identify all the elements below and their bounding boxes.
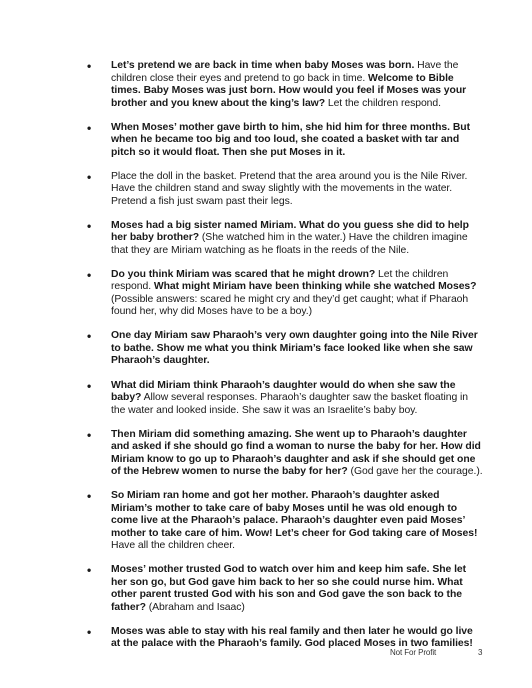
bullet-item bbox=[87, 427, 483, 479]
plain-text: (She watched him in the water.) Have the children imagine that they are Miriam watching as he floats in the reeds of the Nile. bbox=[111, 232, 468, 256]
bullet-item bbox=[87, 329, 483, 368]
bold-text: So Miriam ran home and got her mother. Pharaoh’s daughter asked Miriam’s mother to take care of baby Moses until he was old enough to come live at the Pharaoh’s palace. Pharaoh’s daughter even paid Moses’ mother to take care of him. Wow! Let’s cheer for God taking care of Moses! bbox=[111, 490, 478, 539]
bullet-icon: • bbox=[87, 218, 92, 233]
bold-text: What did Miriam think Pharaoh’s daughter would do when she saw the baby? bbox=[111, 379, 456, 404]
bullet-icon: • bbox=[87, 120, 92, 135]
plain-text: (God gave her the courage.). bbox=[347, 466, 483, 478]
bold-text: Do you think Miriam was scared that he might drown? bbox=[111, 268, 376, 280]
bullet-icon: • bbox=[87, 267, 92, 282]
plain-text: (Possible answers: scared he might cry and they’d get caught; what if Pharaoh found her, why did Moses have to be a boy.) bbox=[111, 293, 469, 318]
bullet-item bbox=[87, 218, 483, 258]
bold-text: Moses had a big sister named Miriam. What do you guess she did to help her baby brother? bbox=[111, 219, 469, 244]
bullet-item bbox=[87, 489, 483, 553]
bullet-icon: • bbox=[87, 427, 92, 442]
bold-text: Then Miriam did something amazing. She went up to Pharaoh’s daughter and asked if she should go find a woman to nurse the baby for her. How did Miriam know to go up to Pharaoh’s daughter and ask if she should get one of the Hebrew women to nurse the baby for her? bbox=[111, 428, 481, 478]
bullet-item bbox=[87, 59, 483, 110]
page-number: 3 bbox=[478, 648, 483, 657]
footer-note: Not For Profit bbox=[390, 648, 437, 657]
plain-text: Place the doll in the basket. Pretend that the area around you is the Nile River. Have the children stand and sway slightly with the movements in the water. Pretend a fish just swam past their legs. bbox=[111, 170, 468, 207]
bold-text: What might Miriam have been thinking while she watched Moses? bbox=[153, 281, 477, 293]
plain-text: Have the children close their eyes and pretend to go back in time. bbox=[111, 60, 459, 84]
bullet-item bbox=[87, 120, 483, 160]
bullet-item bbox=[87, 267, 483, 319]
bullet-icon: • bbox=[87, 169, 92, 184]
plain-text: Let the children respond. bbox=[111, 268, 449, 293]
bold-text: Welcome to Bible times. Baby Moses was just born. How would you feel if Moses was your brother and you knew about the king’s law? bbox=[111, 72, 467, 109]
bold-text: When Moses’ mother gave birth to him, she hid him for three months. But when he became too big and too loud, she coated a basket with tar and pitch so it would float. Then she put Moses in it. bbox=[111, 121, 470, 158]
bold-text: Moses’ mother trusted God to watch over him and keep him safe. She let her son go, but God gave him back to her so she could nurse him. What other parent trusted God with his son and God gave the son back to the father? bbox=[111, 564, 467, 613]
plain-text: Have all the children cheer. bbox=[111, 540, 235, 552]
bullet-item bbox=[87, 169, 483, 209]
bullet-icon: • bbox=[87, 489, 92, 504]
plain-text: Let the children respond. bbox=[325, 97, 441, 109]
bullet-icon: • bbox=[87, 563, 92, 578]
plain-text: (Abraham and Isaac) bbox=[145, 601, 245, 613]
bold-text: One day Miriam saw Pharaoh’s very own daughter going into the Nile River to bathe. Show me what you think Miriam’s face looked like when she saw Pharaoh’s daughter. bbox=[111, 330, 478, 367]
plain-text: Allow several responses. Pharaoh’s daughter saw the basket floating in the water and looked inside. She saw it was an Israelite’s baby boy. bbox=[111, 392, 469, 416]
bold-text: Moses was able to stay with his real family and then later he would go live at the palace with the Pharaoh’s family. God placed Moses in two families! bbox=[111, 625, 473, 650]
bullet-icon: • bbox=[87, 378, 92, 393]
bullet-icon: • bbox=[87, 59, 92, 73]
bullet-list bbox=[87, 59, 483, 663]
bold-text: Let’s pretend we are back in time when baby Moses was born. bbox=[111, 60, 415, 71]
bullet-icon: • bbox=[87, 329, 92, 344]
bullet-item bbox=[87, 563, 483, 614]
bullet-item bbox=[87, 378, 483, 418]
bullet-icon: • bbox=[87, 624, 92, 639]
